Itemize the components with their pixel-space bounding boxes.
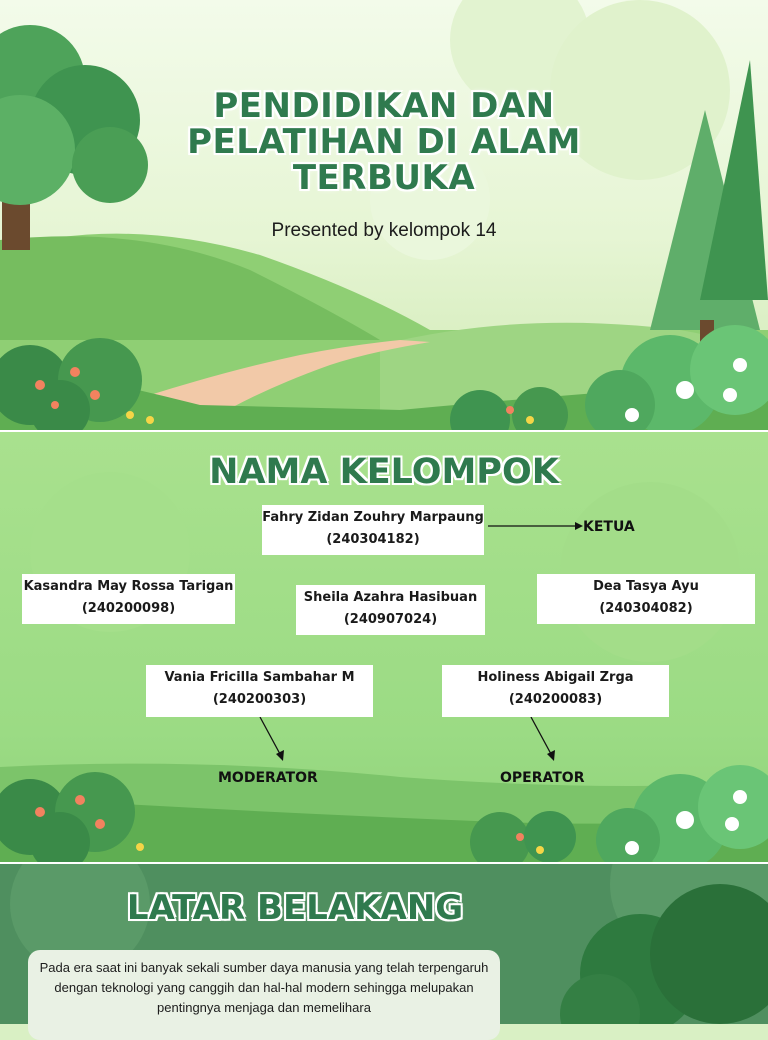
section-title: LATAR BELAKANG (126, 888, 464, 928)
member-id: (240200303) (212, 692, 307, 707)
title-line: TERBUKA (292, 158, 476, 198)
member-card (296, 585, 485, 635)
member-name: Kasandra May Rossa Tarigan (23, 579, 234, 594)
title-line: PENDIDIKAN DAN (213, 86, 555, 126)
group-title: NAMA KELOMPOK (209, 452, 559, 492)
member-card (22, 574, 235, 624)
meadow-illustration (0, 432, 768, 862)
title-slide (0, 0, 768, 430)
member-name: Vania Fricilla Sambahar M (164, 670, 355, 685)
presenter-subtitle: Presented by kelompok 14 (271, 220, 497, 241)
body-text: Pada era saat ini banyak sekali sumber daya manusia yang telah terpengaruh dengan teknologi yang canggih dan hal-hal modern sehingga melupakan pentingnya menjaga dan memelihara (28, 950, 500, 1040)
member-id: (240304082) (599, 601, 693, 616)
title-line: PELATIHAN DI ALAM (187, 122, 581, 162)
member-card-moderator (146, 665, 373, 717)
group-members-slide (0, 432, 768, 862)
member-card (537, 574, 755, 624)
role-ketua: KETUA (583, 519, 635, 535)
member-name: Sheila Azahra Hasibuan (303, 590, 478, 605)
member-name: Holiness Abigail Zrga (477, 670, 634, 685)
role-operator: OPERATOR (500, 770, 585, 786)
landscape-illustration (0, 0, 768, 430)
member-id: (240907024) (343, 612, 438, 627)
presentation-title (0, 88, 768, 196)
member-card-operator (442, 665, 669, 717)
member-name: Dea Tasya Ayu (593, 579, 699, 594)
role-moderator: MODERATOR (218, 770, 318, 786)
member-name: Fahry Zidan Zouhry Marpaung (262, 510, 484, 525)
member-id: (240304182) (326, 532, 420, 547)
member-card-leader (262, 505, 484, 555)
member-id: (240200098) (81, 601, 176, 616)
member-id: (240200083) (508, 692, 603, 707)
